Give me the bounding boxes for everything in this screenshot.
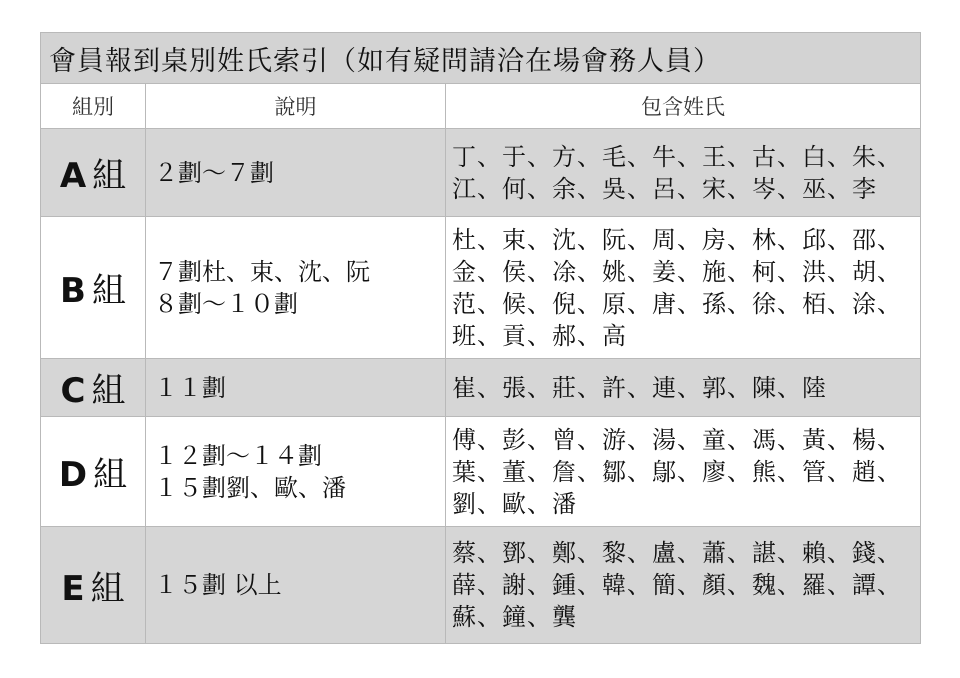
table-row-c	[41, 359, 921, 417]
description-d: １２劃～１４劃 １５劃劉、歐、潘	[146, 417, 446, 527]
surnames-c: 崔、張、莊、許、連、郭、陳、陸	[446, 359, 921, 417]
table-row-e	[41, 527, 921, 644]
table-row-a	[41, 129, 921, 217]
group-label-e: E 組	[41, 527, 146, 644]
table-row-d	[41, 417, 921, 527]
description-b: ７劃杜、束、沈、阮 ８劃～１０劃	[146, 217, 446, 359]
group-label-b: B 組	[41, 217, 146, 359]
surnames-a: 丁、于、方、毛、牛、王、古、白、朱、 江、何、余、吳、呂、宋、岑、巫、李	[446, 129, 921, 217]
header-surnames: 包含姓氏	[446, 84, 921, 129]
group-label-a: A 組	[41, 129, 146, 217]
group-label-c: C 組	[41, 359, 146, 417]
description-c: １１劃	[146, 359, 446, 417]
surnames-e: 蔡、鄧、鄭、黎、盧、蕭、諶、賴、錢、 薛、謝、鍾、韓、簡、顏、魏、羅、譚、 蘇、鐘、龔	[446, 527, 921, 644]
header-description: 說明	[146, 84, 446, 129]
surnames-d: 傅、彭、曾、游、湯、童、馮、黃、楊、 葉、董、詹、鄒、鄔、廖、熊、管、趙、 劉、歐、潘	[446, 417, 921, 527]
table-row-b	[41, 217, 921, 359]
table-title: 會員報到桌別姓氏索引（如有疑問請洽在場會務人員）	[41, 33, 921, 84]
surname-index-table	[40, 32, 921, 644]
header-group: 組別	[41, 84, 146, 129]
group-label-d: D 組	[41, 417, 146, 527]
description-e: １５劃 以上	[146, 527, 446, 644]
surnames-b: 杜、束、沈、阮、周、房、林、邱、邵、 金、侯、凃、姚、姜、施、柯、洪、胡、 范、候、倪、原、唐、孫、徐、栢、涂、 班、貢、郝、高	[446, 217, 921, 359]
description-a: ２劃～７劃	[146, 129, 446, 217]
